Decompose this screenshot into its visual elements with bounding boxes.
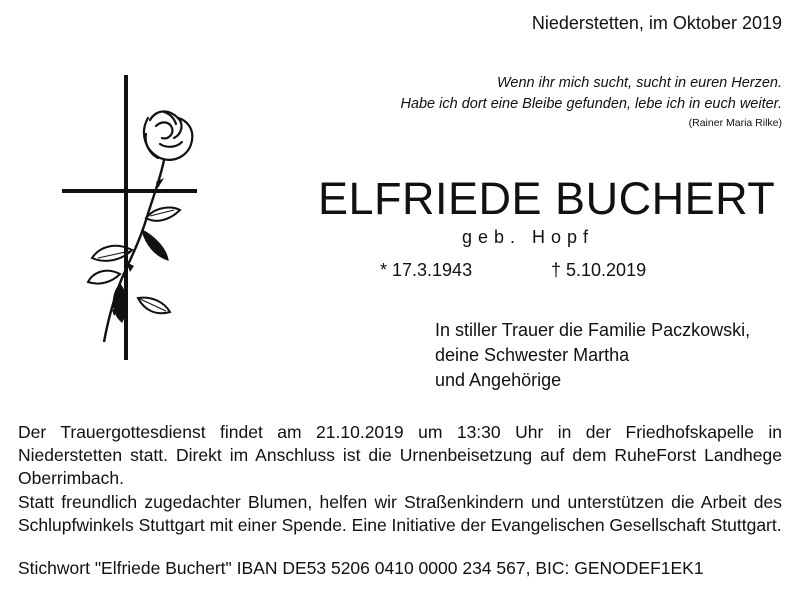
quote-line-1: Wenn ihr mich sucht, sucht in euren Herzen.: [496, 75, 782, 91]
mourners-line-2: deine Schwester Martha: [435, 345, 630, 365]
place-date: Niederstetten, im Oktober 2019: [531, 13, 782, 33]
cross-horizontal-bar: [62, 189, 197, 193]
mourners-line-1: In stiller Trauer die Familie Paczkowski,: [435, 320, 751, 340]
rose-leaves: [88, 208, 180, 322]
mourners-line-3: und Angehörige: [435, 370, 562, 390]
maiden-name: geb. Hopf: [462, 227, 595, 247]
mourners: [435, 318, 750, 393]
donation-text: Statt freundlich zugedachter Blumen, helfen wir Straßenkindern und unterstützen die Arbeit des Schlupfwinkels Stuttgart mit einer Spende. Eine Initiative der Evangelischen Gesellschaft Stuttgart.: [18, 492, 782, 535]
cross-with-rose-icon: [60, 70, 200, 370]
birth-date: * 17.3.1943: [380, 260, 473, 280]
deceased-name: ELFRIEDE BUCHERT: [318, 173, 776, 224]
quote: [400, 73, 782, 130]
quote-author: (Rainer Maria Rilke): [688, 117, 782, 129]
death-date: † 5.10.2019: [551, 260, 647, 280]
quote-line-2: Habe ich dort eine Bleibe gefunden, lebe ich in euch weiter.: [400, 96, 782, 112]
funeral-service-text: Der Trauergottesdienst findet am 21.10.2019 um 13:30 Uhr in der Friedhofskapelle in Niederstetten statt. Direkt im Anschluss ist die Urnenbeisetzung auf dem RuheForst Landhege Oberrimbach.: [18, 422, 782, 488]
bank-details: Stichwort "Elfriede Buchert" IBAN DE53 5206 0410 0000 234 567, BIC: GENODEF1EK1: [18, 558, 704, 578]
rose-head: [144, 111, 192, 159]
